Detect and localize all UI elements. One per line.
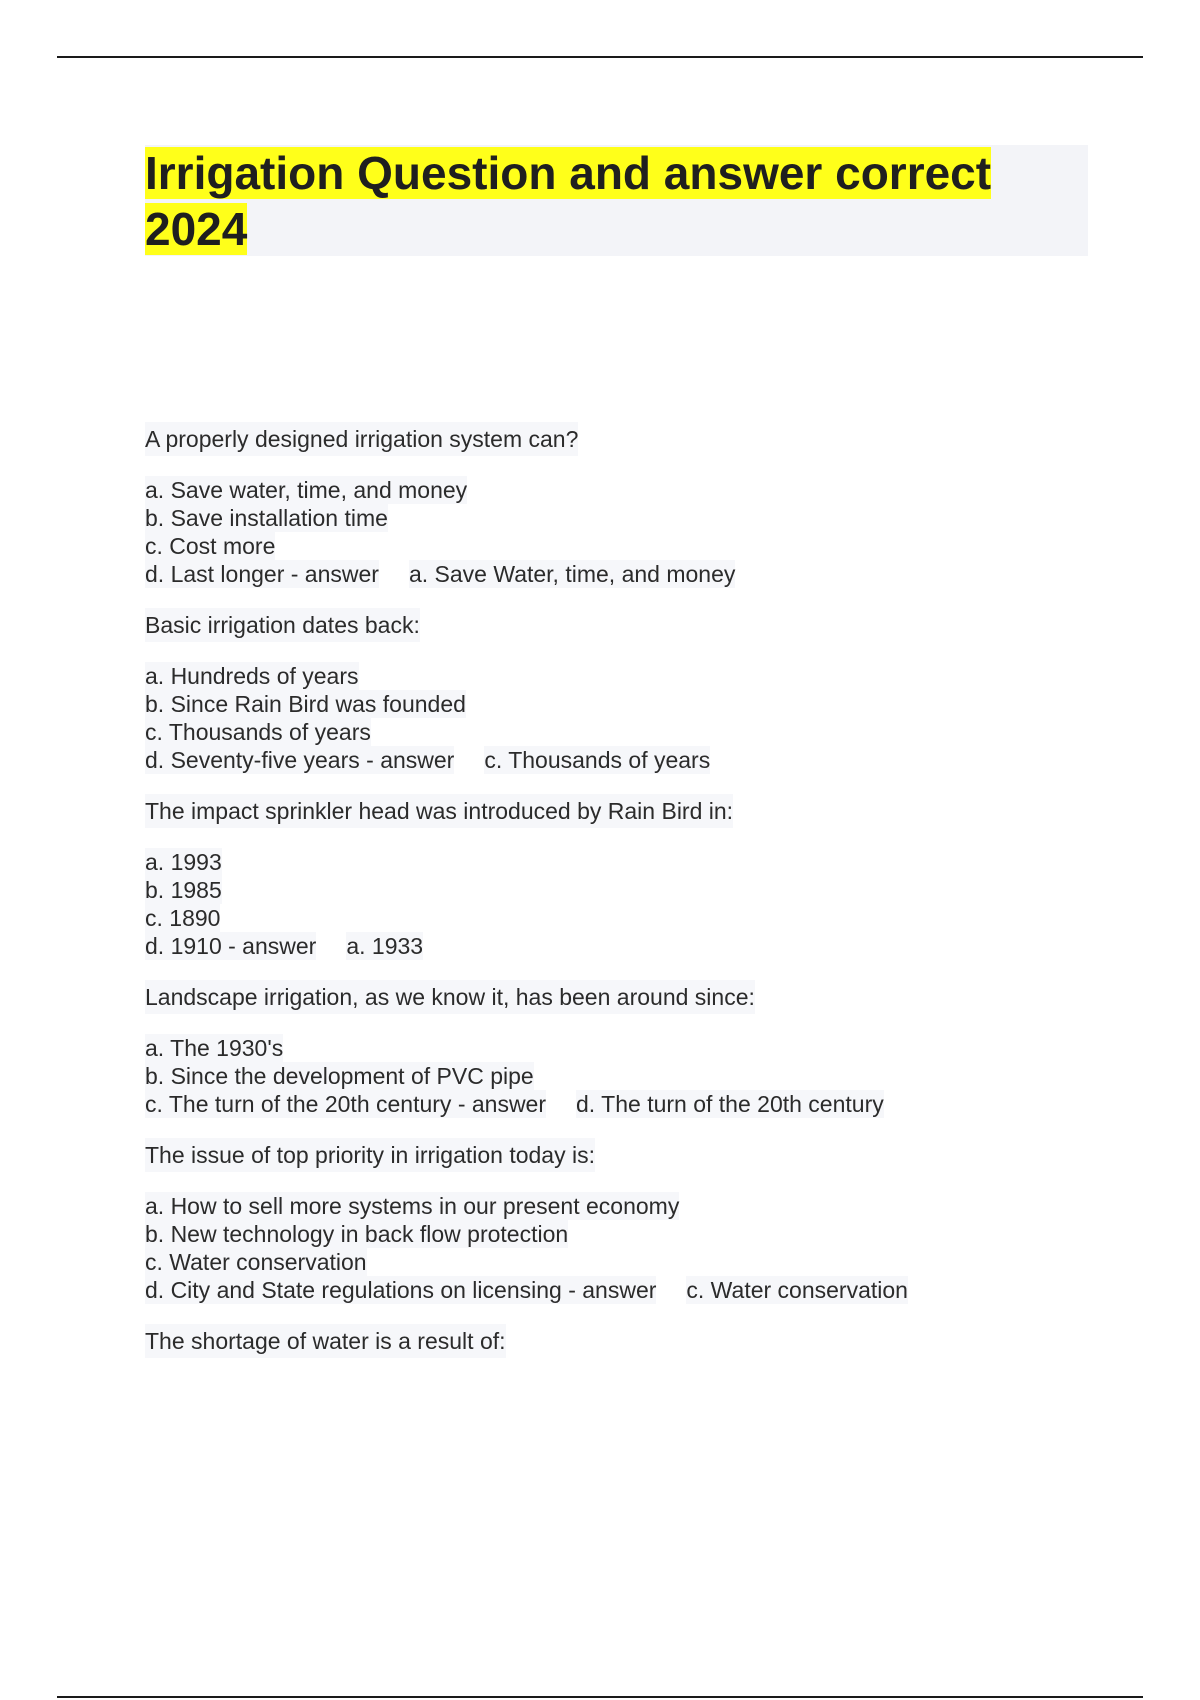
option-list <box>145 1192 1095 1304</box>
option-label: b. Save installation time <box>145 505 388 531</box>
option-list <box>145 476 1095 588</box>
answer-text: c. Water conservation <box>686 1277 908 1303</box>
option-label: c. Water conservation <box>145 1249 367 1275</box>
option-label: c. Cost more <box>145 533 276 559</box>
option-label: d. Seventy-five years - answer <box>145 747 455 773</box>
question-text: The shortage of water is a result of: <box>145 1324 506 1358</box>
option-item <box>145 1276 1095 1304</box>
option-label: a. Hundreds of years <box>145 663 359 689</box>
question-text-line <box>145 1324 1095 1358</box>
option-label: c. The turn of the 20th century - answer <box>145 1091 547 1117</box>
option-item <box>145 690 1095 718</box>
footer-rule <box>57 1696 1143 1698</box>
answer-text: c. Thousands of years <box>484 747 711 773</box>
answer-text: a. Save Water, time, and money <box>408 561 736 587</box>
option-list <box>145 848 1095 960</box>
title-block <box>145 145 1088 256</box>
option-label: d. 1910 - answer <box>145 933 317 959</box>
question-block <box>145 608 1095 774</box>
question-text-line <box>145 608 1095 642</box>
question-text-line <box>145 980 1095 1014</box>
option-item <box>145 876 1095 904</box>
option-item <box>145 504 1095 532</box>
option-item <box>145 904 1095 932</box>
answer-text: d. The turn of the 20th century <box>576 1091 884 1117</box>
option-item <box>145 718 1095 746</box>
option-item <box>145 1248 1095 1276</box>
option-item <box>145 1034 1095 1062</box>
option-item <box>145 1192 1095 1220</box>
question-text: The issue of top priority in irrigation today is: <box>145 1138 595 1172</box>
option-item <box>145 662 1095 690</box>
option-item <box>145 848 1095 876</box>
header-rule <box>57 56 1143 58</box>
question-text: A properly designed irrigation system can? <box>145 422 578 456</box>
option-item <box>145 476 1095 504</box>
option-item <box>145 1220 1095 1248</box>
option-label: c. 1890 <box>145 905 221 931</box>
question-block <box>145 794 1095 960</box>
question-list <box>145 422 1095 1378</box>
document-title <box>145 145 1088 257</box>
option-label: a. How to sell more systems in our present economy <box>145 1193 680 1219</box>
option-item <box>145 932 1095 960</box>
question-block <box>145 1324 1095 1358</box>
option-label: d. City and State regulations on licensing - answer <box>145 1277 657 1303</box>
option-label: c. Thousands of years <box>145 719 371 745</box>
option-item <box>145 560 1095 588</box>
option-item <box>145 1062 1095 1090</box>
option-list <box>145 662 1095 774</box>
question-text: The impact sprinkler head was introduced by Rain Bird in: <box>145 794 733 828</box>
question-block <box>145 422 1095 588</box>
option-label: a. Save water, time, and money <box>145 477 468 503</box>
option-item <box>145 532 1095 560</box>
question-text-line <box>145 422 1095 456</box>
question-block <box>145 1138 1095 1304</box>
question-text-line <box>145 794 1095 828</box>
option-label: b. 1985 <box>145 877 222 903</box>
option-label: a. 1993 <box>145 849 222 875</box>
question-text: Basic irrigation dates back: <box>145 608 420 642</box>
option-list <box>145 1034 1095 1118</box>
question-block <box>145 980 1095 1118</box>
option-item <box>145 1090 1095 1118</box>
title-highlight: Irrigation Question and answer correct 2024 <box>145 147 992 255</box>
option-item <box>145 746 1095 774</box>
option-label: b. Since the development of PVC pipe <box>145 1063 534 1089</box>
question-text: Landscape irrigation, as we know it, has been around since: <box>145 980 755 1014</box>
option-label: d. Last longer - answer <box>145 561 379 587</box>
option-label: a. The 1930's <box>145 1035 284 1061</box>
answer-text: a. 1933 <box>346 933 424 959</box>
question-text-line <box>145 1138 1095 1172</box>
option-label: b. New technology in back flow protection <box>145 1221 569 1247</box>
option-label: b. Since Rain Bird was founded <box>145 691 466 717</box>
